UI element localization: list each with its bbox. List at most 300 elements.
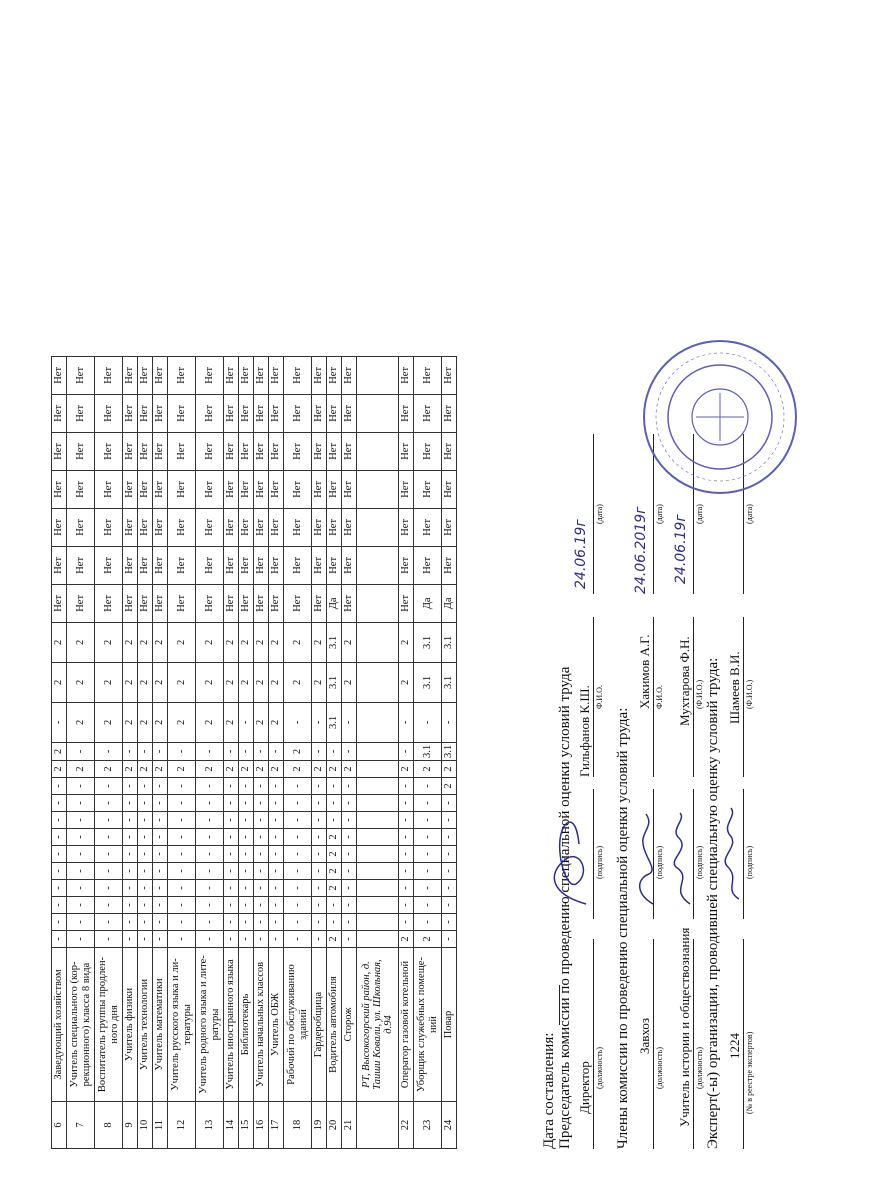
table-cell: - xyxy=(442,931,457,948)
table-cell: 2 xyxy=(123,662,138,702)
table-cell: Нет xyxy=(168,356,196,394)
table-cell: - xyxy=(123,812,138,829)
table-cell: Нет xyxy=(442,508,457,546)
table-cell: 2 xyxy=(284,662,312,702)
table-cell: 2 xyxy=(327,931,342,948)
table-cell: - xyxy=(196,897,224,914)
table-row xyxy=(312,356,327,1148)
table-cell: - xyxy=(254,931,269,948)
table-cell: Нет xyxy=(342,546,357,584)
table-cell: Нет xyxy=(342,584,357,622)
table-cell: - xyxy=(67,897,95,914)
table-cell: - xyxy=(67,829,95,846)
table-cell: - xyxy=(123,778,138,795)
table-cell: - xyxy=(284,931,312,948)
table-cell: - xyxy=(312,931,327,948)
table-cell: Нет xyxy=(312,584,327,622)
table-cell: - xyxy=(399,914,414,931)
table-row xyxy=(442,356,457,1148)
table-cell: 2 xyxy=(342,622,357,662)
table-cell: Нет xyxy=(269,394,284,432)
table-cell xyxy=(357,880,399,897)
table-cell: Нет xyxy=(95,470,123,508)
table-cell: Нет xyxy=(224,508,239,546)
table-cell: Нет xyxy=(168,584,196,622)
table-cell: 2 xyxy=(67,622,95,662)
table-cell: Нет xyxy=(153,584,168,622)
position-name: Учитель начальных классов xyxy=(254,948,269,1102)
table-cell: Нет xyxy=(269,432,284,470)
table-cell: - xyxy=(312,795,327,812)
table-cell: - xyxy=(239,880,254,897)
table-cell: 2 xyxy=(312,662,327,702)
row-number: 19 xyxy=(312,1102,327,1149)
table-cell: - xyxy=(442,846,457,863)
table-cell: 2 xyxy=(67,662,95,702)
row-number: 10 xyxy=(138,1102,153,1149)
table-cell: 2 xyxy=(153,761,168,778)
row-number: 16 xyxy=(254,1102,269,1149)
table-cell: - xyxy=(284,812,312,829)
table-cell: Нет xyxy=(254,356,269,394)
expert-name: Шамеев В.И. xyxy=(727,651,742,724)
table-cell: Нет xyxy=(254,508,269,546)
table-cell: - xyxy=(414,778,442,795)
table-cell: - xyxy=(399,880,414,897)
table-cell: 2 xyxy=(123,761,138,778)
table-cell: 2 xyxy=(138,761,153,778)
chair-position: Директор xyxy=(577,1061,592,1114)
table-cell: 2 xyxy=(442,778,457,795)
table-cell: Нет xyxy=(153,432,168,470)
table-cell: Нет xyxy=(269,356,284,394)
table-cell: Нет xyxy=(123,394,138,432)
table-cell: - xyxy=(168,914,196,931)
table-row xyxy=(224,356,239,1148)
table-cell: 3.1 xyxy=(327,662,342,702)
table-cell: 2 xyxy=(327,761,342,778)
m1-name: Хакимов А.Г. xyxy=(637,634,652,709)
table-cell: Нет xyxy=(342,470,357,508)
table-cell: - xyxy=(442,897,457,914)
table-cell: - xyxy=(52,897,67,914)
table-cell: - xyxy=(342,702,357,742)
table-cell: Нет xyxy=(168,394,196,432)
table-cell: - xyxy=(196,742,224,760)
table-cell: - xyxy=(284,880,312,897)
table-cell xyxy=(357,829,399,846)
table-cell: 2 xyxy=(153,702,168,742)
table-cell: - xyxy=(239,795,254,812)
table-cell: 2 xyxy=(95,702,123,742)
table-cell: Нет xyxy=(312,470,327,508)
table-cell: Нет xyxy=(442,470,457,508)
table-cell: Нет xyxy=(414,508,442,546)
table-cell: Нет xyxy=(52,508,67,546)
table-cell: Нет xyxy=(312,432,327,470)
row-number: 7 xyxy=(67,1102,95,1149)
table-cell: - xyxy=(442,795,457,812)
table-cell: - xyxy=(224,795,239,812)
position-name: Водитель автомобиля xyxy=(327,948,342,1102)
table-cell: - xyxy=(239,702,254,742)
table-cell: - xyxy=(399,846,414,863)
table-cell: - xyxy=(254,795,269,812)
table-cell: - xyxy=(52,702,67,742)
table-cell: - xyxy=(442,702,457,742)
results-table xyxy=(51,356,457,1149)
table-cell: Нет xyxy=(138,584,153,622)
table-cell: - xyxy=(52,931,67,948)
table-cell: - xyxy=(269,795,284,812)
table-cell: - xyxy=(168,742,196,760)
position-name: Учитель технологии xyxy=(138,948,153,1102)
table-cell: Нет xyxy=(284,356,312,394)
table-cell: - xyxy=(224,846,239,863)
table-cell: - xyxy=(342,846,357,863)
table-cell: Нет xyxy=(442,546,457,584)
table-cell: - xyxy=(399,795,414,812)
table-cell xyxy=(357,432,399,470)
table-cell: - xyxy=(196,795,224,812)
position-name: Сторож xyxy=(342,948,357,1102)
table-cell: - xyxy=(312,742,327,760)
table-cell: - xyxy=(95,829,123,846)
table-cell: 2 xyxy=(284,622,312,662)
table-cell: Нет xyxy=(284,470,312,508)
m2-position: Учитель истории и обществознания xyxy=(677,927,692,1127)
table-cell: Нет xyxy=(67,508,95,546)
table-cell: Нет xyxy=(52,546,67,584)
table-cell: - xyxy=(224,812,239,829)
table-cell: 2 xyxy=(269,702,284,742)
table-cell: - xyxy=(254,914,269,931)
table-cell: - xyxy=(95,846,123,863)
table-cell: 2 xyxy=(312,622,327,662)
table-cell: - xyxy=(269,914,284,931)
table-cell: - xyxy=(399,778,414,795)
table-cell: - xyxy=(67,742,95,760)
table-cell: - xyxy=(239,742,254,760)
table-cell: - xyxy=(52,880,67,897)
position-name: Учитель ОБЖ xyxy=(269,948,284,1102)
table-cell: Нет xyxy=(312,508,327,546)
table-cell: - xyxy=(312,897,327,914)
position-name: Учитель специального (кор-рекционного) класса 8 вида xyxy=(67,948,95,1102)
table-cell: - xyxy=(153,914,168,931)
table-cell: - xyxy=(123,880,138,897)
table-cell: - xyxy=(284,702,312,742)
table-cell: - xyxy=(52,829,67,846)
members-label: Члены комиссии по проведению специальной оценки условий труда: xyxy=(615,707,631,1149)
table-cell xyxy=(357,914,399,931)
table-row xyxy=(95,356,123,1148)
table-cell: - xyxy=(442,812,457,829)
table-cell: - xyxy=(342,880,357,897)
table-cell: 2 xyxy=(239,761,254,778)
table-row xyxy=(327,356,342,1148)
table-cell: - xyxy=(224,931,239,948)
table-cell: Да xyxy=(327,584,342,622)
row-number: 22 xyxy=(399,1102,414,1149)
table-cell xyxy=(357,742,399,760)
table-cell: - xyxy=(153,742,168,760)
table-cell: - xyxy=(254,863,269,880)
table-cell: - xyxy=(224,880,239,897)
table-cell: 2 xyxy=(196,662,224,702)
table-cell: Нет xyxy=(327,470,342,508)
table-cell: 2 xyxy=(399,662,414,702)
table-cell: 2 xyxy=(239,622,254,662)
table-cell: 2 xyxy=(442,761,457,778)
table-cell: 2 xyxy=(196,761,224,778)
table-cell: - xyxy=(284,795,312,812)
table-cell: Нет xyxy=(414,470,442,508)
table-cell: 2 xyxy=(284,742,312,760)
table-cell: Нет xyxy=(327,508,342,546)
table-cell: - xyxy=(52,846,67,863)
table-cell: - xyxy=(254,742,269,760)
table-cell: Нет xyxy=(399,470,414,508)
table-cell: - xyxy=(95,914,123,931)
table-cell: - xyxy=(442,914,457,931)
table-cell: - xyxy=(95,880,123,897)
table-cell: - xyxy=(342,914,357,931)
table-cell: - xyxy=(168,880,196,897)
table-cell: - xyxy=(312,812,327,829)
table-cell: - xyxy=(95,931,123,948)
table-cell: 3.1 xyxy=(327,702,342,742)
table-cell: - xyxy=(168,829,196,846)
table-cell xyxy=(357,778,399,795)
table-cell: Нет xyxy=(196,546,224,584)
table-cell: Нет xyxy=(123,432,138,470)
table-cell: Нет xyxy=(399,394,414,432)
table-cell: - xyxy=(52,863,67,880)
table-cell: 2 xyxy=(254,622,269,662)
table-cell: - xyxy=(312,914,327,931)
table-cell: - xyxy=(224,778,239,795)
table-cell: - xyxy=(414,846,442,863)
table-cell: - xyxy=(414,812,442,829)
table-cell: - xyxy=(52,795,67,812)
table-cell: 3.1 xyxy=(442,742,457,760)
table-cell: Нет xyxy=(196,584,224,622)
table-cell xyxy=(357,931,399,948)
table-cell: Нет xyxy=(254,432,269,470)
m1-signature xyxy=(631,809,661,909)
table-cell: - xyxy=(399,742,414,760)
table-cell: - xyxy=(284,846,312,863)
table-cell: Нет xyxy=(342,356,357,394)
table-cell: 2 xyxy=(284,761,312,778)
position-name: Учитель иностранного языка xyxy=(224,948,239,1102)
table-cell: 2 xyxy=(414,761,442,778)
row-number: 24 xyxy=(442,1102,457,1149)
table-cell: - xyxy=(342,778,357,795)
expert-label: Эксперт(-ы) организации, проводившей специальную оценку условий труда: xyxy=(705,657,721,1149)
table-cell: - xyxy=(123,829,138,846)
position-name: Повар xyxy=(442,948,457,1102)
position-name: Библиотекарь xyxy=(239,948,254,1102)
m2-date: 24.06.19г xyxy=(673,514,689,584)
table-cell: Нет xyxy=(138,356,153,394)
table-cell: Нет xyxy=(196,508,224,546)
table-cell: Нет xyxy=(123,470,138,508)
table-cell: Нет xyxy=(312,356,327,394)
table-cell: - xyxy=(123,795,138,812)
table-cell: - xyxy=(414,795,442,812)
table-cell: - xyxy=(95,742,123,760)
table-cell: Нет xyxy=(196,470,224,508)
table-cell: Нет xyxy=(327,432,342,470)
table-cell: Нет xyxy=(196,356,224,394)
table-cell: - xyxy=(168,931,196,948)
row-number: 9 xyxy=(123,1102,138,1149)
table-cell: 2 xyxy=(399,761,414,778)
table-cell: 2 xyxy=(168,761,196,778)
table-cell: Нет xyxy=(153,356,168,394)
table-cell: - xyxy=(138,778,153,795)
table-cell: - xyxy=(196,914,224,931)
table-cell: - xyxy=(414,863,442,880)
table-cell: Нет xyxy=(239,546,254,584)
table-cell xyxy=(357,546,399,584)
row-number: 20 xyxy=(327,1102,342,1149)
table-cell: 2 xyxy=(196,702,224,742)
table-cell: Нет xyxy=(312,394,327,432)
table-cell: 2 xyxy=(67,702,95,742)
table-row xyxy=(239,356,254,1148)
table-cell: Нет xyxy=(67,546,95,584)
table-cell: Нет xyxy=(414,546,442,584)
table-cell: Нет xyxy=(414,356,442,394)
table-cell: - xyxy=(254,829,269,846)
row-number: 17 xyxy=(269,1102,284,1149)
table-cell: - xyxy=(399,829,414,846)
table-cell: - xyxy=(138,795,153,812)
chair-signature xyxy=(541,804,601,914)
table-cell: - xyxy=(254,812,269,829)
table-cell: Нет xyxy=(138,546,153,584)
table-cell: - xyxy=(284,863,312,880)
row-number: 15 xyxy=(239,1102,254,1149)
table-cell: - xyxy=(153,880,168,897)
table-cell: Нет xyxy=(123,546,138,584)
table-cell: - xyxy=(269,742,284,760)
table-cell: - xyxy=(327,742,342,760)
table-cell: - xyxy=(269,778,284,795)
table-cell: Нет xyxy=(442,432,457,470)
table-cell: Нет xyxy=(138,432,153,470)
table-cell: - xyxy=(153,897,168,914)
table-cell: 3.1 xyxy=(442,622,457,662)
table-cell: - xyxy=(399,897,414,914)
table-row xyxy=(269,356,284,1148)
table-cell: 2 xyxy=(138,622,153,662)
table-cell: Нет xyxy=(224,356,239,394)
table-cell: - xyxy=(168,897,196,914)
table-cell: Нет xyxy=(224,470,239,508)
table-row xyxy=(67,356,95,1148)
table-cell: 2 xyxy=(254,761,269,778)
table-cell: Нет xyxy=(414,432,442,470)
table-cell: 2 xyxy=(95,622,123,662)
table-cell: - xyxy=(123,914,138,931)
table-cell xyxy=(357,846,399,863)
table-cell: - xyxy=(399,812,414,829)
table-cell: 3.1 xyxy=(327,622,342,662)
table-cell: 2 xyxy=(342,662,357,702)
table-cell: 2 xyxy=(138,662,153,702)
table-cell: Нет xyxy=(123,508,138,546)
m1-date: 24.06.2019г xyxy=(633,506,649,594)
table-cell: 2 xyxy=(327,829,342,846)
table-cell: Нет xyxy=(67,470,95,508)
table-cell: 2 xyxy=(342,761,357,778)
table-cell: Нет xyxy=(254,546,269,584)
table-cell: Нет xyxy=(52,584,67,622)
table-cell: - xyxy=(269,846,284,863)
table-cell: Нет xyxy=(95,546,123,584)
chair-name: Гильфанов К.Ш. xyxy=(577,685,592,777)
table-cell: - xyxy=(342,795,357,812)
table-cell: Нет xyxy=(239,584,254,622)
table-cell: Нет xyxy=(95,584,123,622)
table-cell: Нет xyxy=(52,470,67,508)
table-cell: Нет xyxy=(52,356,67,394)
table-cell: Нет xyxy=(168,470,196,508)
table-cell: - xyxy=(67,846,95,863)
table-cell: 2 xyxy=(67,761,95,778)
table-cell: - xyxy=(123,897,138,914)
table-cell xyxy=(357,622,399,662)
table-cell: - xyxy=(138,742,153,760)
table-cell: Нет xyxy=(312,546,327,584)
table-cell: Нет xyxy=(254,470,269,508)
table-cell: - xyxy=(67,795,95,812)
table-cell: - xyxy=(168,863,196,880)
table-cell: - xyxy=(327,778,342,795)
table-cell: - xyxy=(442,863,457,880)
table-cell xyxy=(357,470,399,508)
table-cell: - xyxy=(342,812,357,829)
table-cell xyxy=(357,795,399,812)
position-name: РТ, Высокогорский район, д. Таиши Ковали, ул. Школьная, д.94 xyxy=(357,948,399,1102)
table-cell: Нет xyxy=(239,432,254,470)
table-row xyxy=(123,356,138,1148)
table-cell: - xyxy=(224,742,239,760)
table-cell: - xyxy=(153,778,168,795)
table-cell: Нет xyxy=(153,394,168,432)
table-cell: Нет xyxy=(138,470,153,508)
table-cell: - xyxy=(414,702,442,742)
table-cell: - xyxy=(196,931,224,948)
table-cell: - xyxy=(312,778,327,795)
table-cell: Нет xyxy=(67,356,95,394)
table-cell: 2 xyxy=(269,622,284,662)
row-number: 14 xyxy=(224,1102,239,1149)
table-cell: Да xyxy=(442,584,457,622)
table-cell: - xyxy=(327,812,342,829)
table-cell: Нет xyxy=(399,546,414,584)
row-number: 13 xyxy=(196,1102,224,1149)
table-cell: Нет xyxy=(342,432,357,470)
table-cell: Нет xyxy=(168,546,196,584)
table-cell: Нет xyxy=(284,432,312,470)
table-row xyxy=(357,356,399,1148)
table-cell: Нет xyxy=(67,584,95,622)
